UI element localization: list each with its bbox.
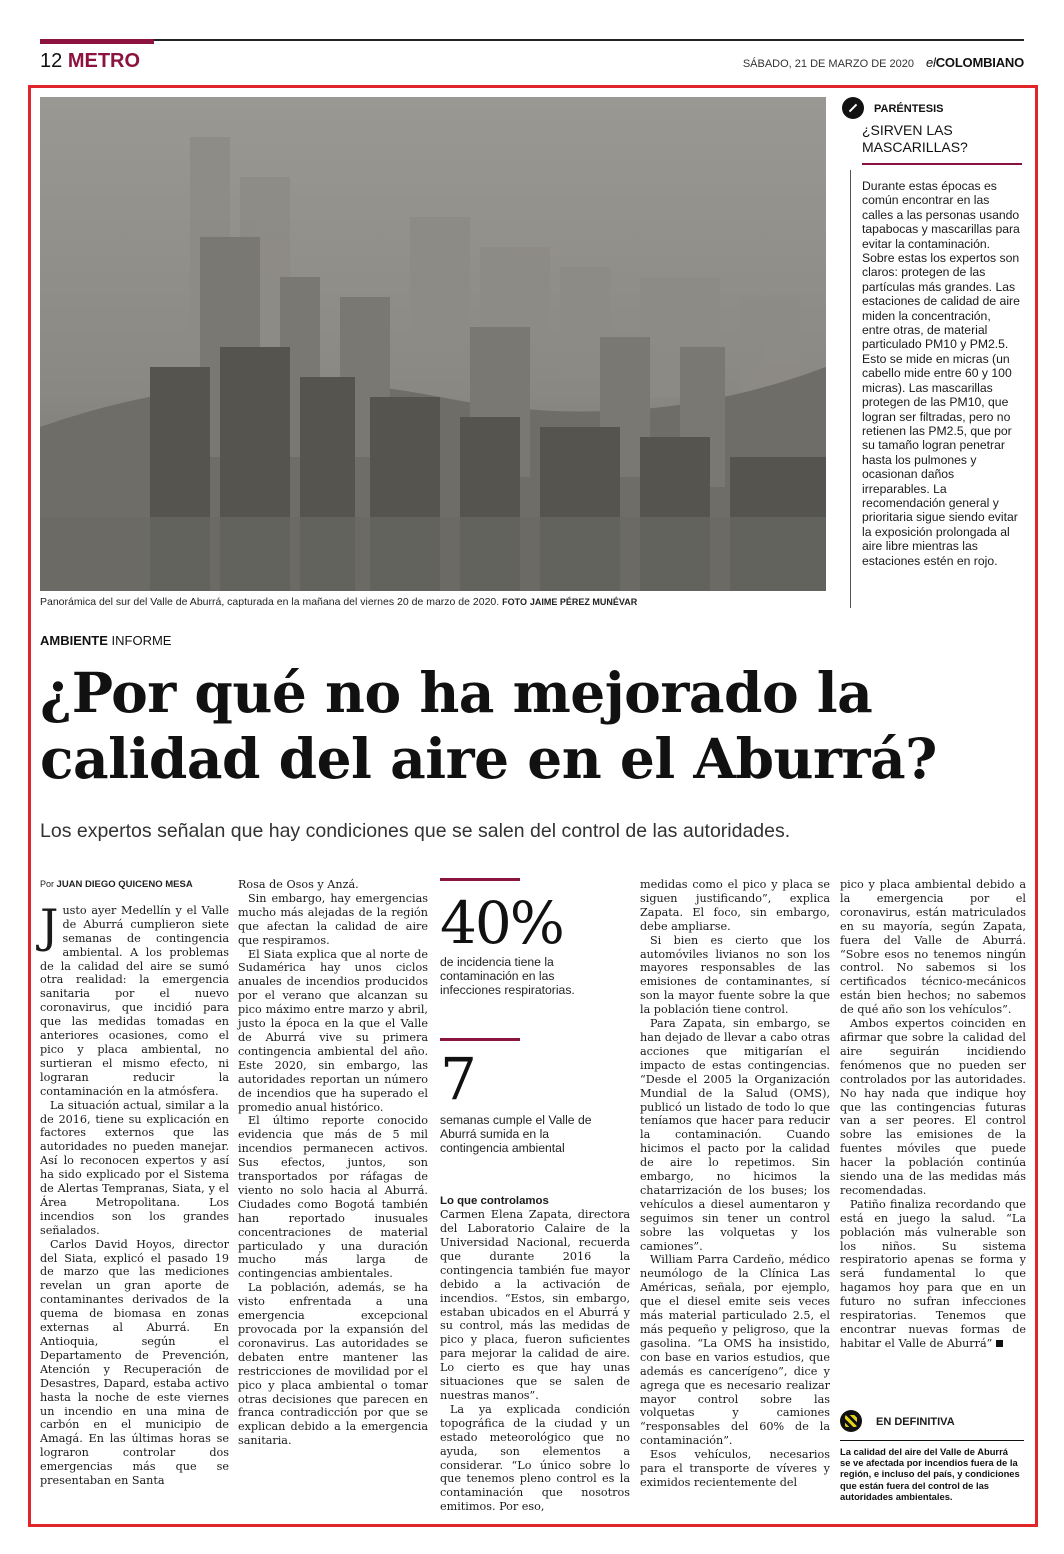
article-kicker bbox=[40, 633, 171, 648]
stat-40-description: de incidencia tiene la contaminación en las infecciones respiratorias. bbox=[440, 955, 575, 998]
body-column-5 bbox=[840, 878, 1026, 1351]
photo-illustration bbox=[40, 97, 826, 591]
byline-prefix: Por bbox=[40, 879, 55, 889]
stat-7-weeks: 7 bbox=[440, 1044, 475, 1113]
newspaper-logo: elCOLOMBIANO bbox=[926, 55, 1024, 70]
stat-rule bbox=[440, 878, 520, 881]
byline-author: JUAN DIEGO QUICENO MESA bbox=[56, 879, 193, 890]
article-subhead: Los expertos señalan que hay condiciones que se salen del control de las autoridades. bbox=[40, 820, 791, 842]
paragraph: El último reporte conocido evidencia que más de 5 mil incendios permanecen activos. Sus efectos, juntos, son transportados por ráfagas de viento no solo hacia al Aburrá. Ciudades como Bogotá también han reportado inusuales concentraciones de material particulado y una duración mucho más larga de contingencias ambientales. bbox=[238, 1114, 428, 1281]
end-of-article-mark bbox=[996, 1340, 1003, 1347]
stat-40-percent: 40% bbox=[440, 889, 563, 957]
paragraph: medidas como el pico y placa se siguen justificando”, explica Zapata. El foco, sin embargo, debe ampliarse. bbox=[640, 878, 830, 933]
top-rule bbox=[40, 39, 1024, 41]
definitiva-rule bbox=[840, 1440, 1024, 1441]
kicker-type: INFORME bbox=[111, 633, 172, 648]
kicker-section: AMBIENTE bbox=[40, 633, 108, 648]
definitiva-body: La calidad del aire del Valle de Aburrá se ve afectada por incendios fuera de la región, e incluso del país, y condiciones que están fuera del control de las autoridades ambientales. bbox=[840, 1446, 1020, 1502]
page-header-right bbox=[743, 55, 1024, 70]
body-column-3 bbox=[440, 878, 630, 1514]
section-accent-bar bbox=[40, 39, 154, 44]
paragraph: Justo ayer Medellín y el Valle de Aburrá cumplieron siete semanas de contingencia ambiental. A los problemas de la calidad del aire se sumó otra realidad: la emergencia sanitaria por el nuevo coronavirus, que incidió para que las medidas tomadas en anteriores ocasiones, como el pico y placa ambiental, no surtieran el mismo efecto, ni lograran reducir la contaminación en la atmósfera. bbox=[40, 898, 229, 1098]
byline bbox=[40, 878, 229, 892]
body-column-4 bbox=[640, 878, 830, 1490]
paragraph: Esos vehículos, necesarios para el transporte de víveres y eximidos recientemente del bbox=[640, 1448, 830, 1489]
paragraph: Para Zapata, sin embargo, se han dejado de llevar a cabo otras acciones que mitigarían el impacto de estas contingencias. “Desde el 2005 la Organización Mundial de la Salud (OMS), publicó un listado de todo lo que teníamos que hacer para reducir la contaminación. Cuando hicimos el pacto por la calidad de aire lo repetimos. Sin embargo, no hicimos la chatarrización de los buses; los vehículos a diesel aumentaron y seguimos sin tener un control sobre las volquetas y los camiones”. bbox=[640, 1017, 830, 1253]
photo-credit-name: JAIME PÉREZ MUNÉVAR bbox=[529, 597, 638, 607]
sidebar-title: ¿SIRVEN LAS MASCARILLAS? bbox=[862, 122, 968, 155]
paragraph: pico y placa ambiental debido a la emergencia por el coronavirus, están matriculados en su mayoría, según Zapata, fuera del Valle de Aburrá. “Sobre esos no tenemos ningún control. No sabemos si los certificados técnico-mecánicos están bien hechos; no sabemos de qué año son los vehículos”. bbox=[840, 878, 1026, 1017]
column-3-text bbox=[440, 1208, 630, 1514]
photo-caption bbox=[40, 596, 840, 608]
pencil-icon bbox=[842, 97, 864, 119]
checkered-flag-icon bbox=[840, 1410, 862, 1432]
paragraph: Ambos expertos coinciden en afirmar que sobre la calidad del aire seguirán incidiendo fenómenos que no pueden ser controlados por las autoridades. No hay nada que indique hoy que las contingencias futuras van a ser peores. El control sobre las emisiones de la fuentes móviles que puede hacer la población continúa siendo una de las medidas más recomendadas. bbox=[840, 1017, 1026, 1197]
stat-7-description: semanas cumple el Valle de Aburrá sumida en la contingencia ambiental bbox=[440, 1112, 592, 1156]
city-smog-photo bbox=[40, 97, 826, 591]
sidebar-body: Durante estas épocas es común encontrar en las calles a las personas usando tapabocas y mascarillas para evitar la contaminación. Sobre estas los expertos son claros: protegen de las partículas más grandes. Las estaciones de calidad de aire miden la concentración, entre otras, de material particulado PM10 y PM2.5. Esto se mide en micras (un cabello mide entre 60 y 100 micras). Las mascarillas protegen de las PM10, que logran ser filtradas, pero no retienen las PM2.5, que por su tamaño logran penetrar hasta los pulmones y ocasionan daños irreparables. La recomendación general y prioritaria sigue siendo evitar la exposición prolongada al aire libre mientras las estaciones estén en rojo. bbox=[862, 179, 1020, 568]
paragraph: La población, además, se ha visto enfrentada a una emergencia excepcional provocada por la expansión del coronavirus. Las autoridades se debaten entre mantener las restricciones de movilidad por el pico y placa ambiental o tomar otras decisiones que parecen en franca contradicción por que se explican debido a la emergencia sanitaria. bbox=[238, 1281, 428, 1448]
paragraph: Si bien es cierto que los automóviles livianos no son los mayores responsables de las emisiones de contaminantes, sí son la mayor fuente sobre la que la población tiene control. bbox=[640, 933, 830, 1017]
sidebar-kicker: PARÉNTESIS bbox=[874, 103, 944, 115]
paragraph: La ya explicada condición topográfica de la ciudad y un estado meteorológico que no ayuda, son elementos a considerar. “Lo único sobre lo que tenemos pleno control es la contaminación que nosotros emitimos. Por eso, bbox=[440, 1402, 630, 1514]
stat-rule bbox=[440, 1038, 520, 1041]
page-number: 12 bbox=[40, 50, 63, 72]
paragraph: Sin embargo, hay emergencias mucho más alejadas de la región que afectan la calidad de aire que respiramos. bbox=[238, 891, 428, 947]
caption-text: Panorámica del sur del Valle de Aburrá, capturada en la mañana del viernes 20 de marzo de 2020. bbox=[40, 596, 500, 608]
body-column-2 bbox=[238, 878, 428, 1448]
article-headline: ¿Por qué no ha mejorado la calidad del aire en el Aburrá? bbox=[40, 660, 937, 791]
section-name: METRO bbox=[67, 50, 141, 72]
drop-cap: J bbox=[40, 898, 59, 953]
paragraph: Rosa de Osos y Anzá. bbox=[238, 878, 359, 891]
photo-credit-label: FOTO bbox=[502, 597, 527, 607]
definitiva-kicker: EN DEFINITIVA bbox=[876, 1416, 955, 1428]
paragraph: Carmen Elena Zapata, directora del Laboratorio Calaire de la Universidad Nacional, recuerda que durante 2016 la contingencia también fue mayor debido a la activación de incendios. “Estos, sin embargo, estaban ubicados en el Aburrá y su control, más las medidas de pico y placa, fueron suficientes para mejorar la calidad de aire. Lo cierto es que hay unas situaciones que se salen de nuestras manos”. bbox=[440, 1208, 630, 1402]
sidebar-rule bbox=[862, 163, 1022, 165]
page-header-left bbox=[40, 50, 140, 73]
body-column-1 bbox=[40, 878, 229, 1488]
paragraph: William Parra Cardeño, médico neumólogo de la Clínica Las Américas, señala, por ejemplo, que el diesel emite seis veces más material particulado 2.5, el más pequeño y peligroso, que la gasolina. “La OMS ha insistido, con base en varios estudios, que además es cancerígeno”, dice y agrega que es necesario realizar mayor control sobre las volquetas y camiones “responsables del 60% de la contaminación”. bbox=[640, 1253, 830, 1448]
paragraph: El Siata explica que al norte de Sudamérica hay unos ciclos anuales de incendios producidos por el verano que alcanzan su pico máximo entre marzo y abril, justo la época en la que el Valle de Aburrá vive su primera contingencia ambiental del año. Este 2020, sin embargo, las autoridades reportan un número de incendios que ha superado el promedio anual histórico. bbox=[238, 947, 428, 1114]
paragraph: La situación actual, similar a la de 2016, tiene su explicación en factores externos que las autoridades no pueden manejar. Así lo reconocen expertos y así ha sido explicado por el Sistema de Alertas Tempranas, Siata, y el Área Metropolitana. Los incendios son los grandes señalados. bbox=[40, 1098, 229, 1237]
subsection-heading: Lo que controlamos bbox=[440, 1195, 549, 1208]
issue-date: SÁBADO, 21 DE MARZO DE 2020 bbox=[742, 58, 914, 70]
sidebar-divider bbox=[850, 170, 851, 608]
paragraph: Patiño finaliza recordando que está en juego la salud. “La población más vulnerable son los niños. Su sistema respiratorio apenas se forma y será fundamental lo que hagamos hoy para que en un futuro no sufran infecciones respiratorias. Tenemos que encontrar nuevas formas de habitar el Valle de Aburrá” bbox=[840, 1197, 1026, 1350]
paragraph: Carlos David Hoyos, director del Siata, explicó el pasado 19 de marzo que las mediciones revelan un gran aporte de contaminantes derivados de la quema de biomasa en zonas externas al Aburrá. En Antioquia, según el Departamento de Prevención, Atención y Recuperación de Desastres, Dapard, estaba activo hasta la noche de este viernes un incendio en una mina de carbón en el municipio de Amagá. En las últimas horas se lograron controlar dos emergencias más que se presentaban en Santa bbox=[40, 1237, 229, 1488]
